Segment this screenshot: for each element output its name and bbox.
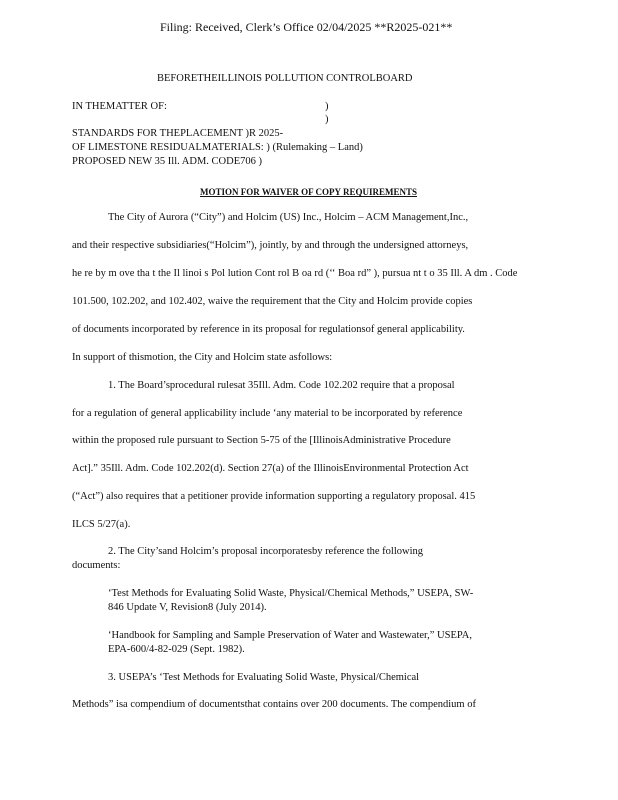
para3-line: 3. USEPA’s ‘Test Methods for Evaluating Solid Waste, Physical/Chemical	[108, 672, 420, 683]
intro-line: 101.500, 102.202, and 102.402, waive the requirement that the City and Holcim provide copies	[72, 296, 473, 307]
para2-line: 2. The City’sand Holcim’s proposal incorporatesby reference the following	[108, 546, 424, 557]
intro-line: of documents incorporated by reference in its proposal for regulationsof general applicability.	[72, 324, 465, 335]
filing-stamp: Filing: Received, Clerk’s Office 02/04/2025 **R2025-021**	[160, 20, 453, 34]
intro-line: and their respective subsidiaries(“Holcim”), jointly, by and through the undersigned attorneys,	[72, 240, 469, 251]
para1-line: for a regulation of general applicability include ‘any material to be incorporated by reference	[72, 408, 463, 419]
para1-line: 1. The Board’sprocedural rulesat 35Ill. Adm. Code 102.202 require that a proposal	[108, 380, 455, 391]
caption-paren: )	[325, 114, 329, 125]
para1-line: (“Act”) also requires that a petitioner provide information supporting a regulatory proposal. 415	[72, 491, 476, 502]
para1-line: ILCS 5/27(a).	[72, 519, 131, 530]
para1-line: Act].” 35Ill. Adm. Code 102.202(d). Section 27(a) of the IllinoisEnvironmental Protection Act	[72, 463, 469, 474]
para3-line: Methods” isa compendium of documentsthat contains over 200 documents. The compendium of	[72, 699, 476, 710]
incorporated-doc-line: ‘Handbook for Sampling and Sample Preservation of Water and Wastewater,” USEPA,	[108, 630, 472, 641]
caption-standards: STANDARDS FOR THEPLACEMENT )R 2025-	[72, 128, 284, 139]
intro-line: The City of Aurora (“City”) and Holcim (US) Inc., Holcim – ACM Management,Inc.,	[108, 212, 469, 223]
caption-paren: )	[325, 101, 329, 112]
board-heading: BEFORETHEILLINOIS POLLUTION CONTROLBOARD	[157, 73, 413, 84]
incorporated-doc-line: EPA-600/4-82-029 (Sept. 1982).	[108, 644, 245, 655]
intro-line: In support of thismotion, the City and Holcim state asfollows:	[72, 352, 333, 363]
intro-line: he re by m ove tha t the Il linoi s Pol lution Cont rol B oa rd (‘‘ Boa rd” ), pursua nt t o 35 Ill. A dm . Code	[72, 268, 518, 279]
para1-line: within the proposed rule pursuant to Section 5-75 of the [IllinoisAdministrative Procedure	[72, 435, 451, 446]
para2-line: documents:	[72, 560, 121, 571]
motion-title: MOTION FOR WAIVER OF COPY REQUIREMENTS	[200, 187, 417, 197]
caption-limestone: OF LIMESTONE RESIDUALMATERIALS: ) (Rulemaking – Land)	[72, 142, 363, 153]
incorporated-doc-line: ‘Test Methods for Evaluating Solid Waste, Physical/Chemical Methods,” USEPA, SW-	[108, 588, 474, 599]
in-the-matter: IN THEMATTER OF:	[72, 101, 167, 112]
caption-proposed: PROPOSED NEW 35 Ill. ADM. CODE706 )	[72, 156, 262, 167]
incorporated-doc-line: 846 Update V, Revision8 (July 2014).	[108, 602, 267, 613]
